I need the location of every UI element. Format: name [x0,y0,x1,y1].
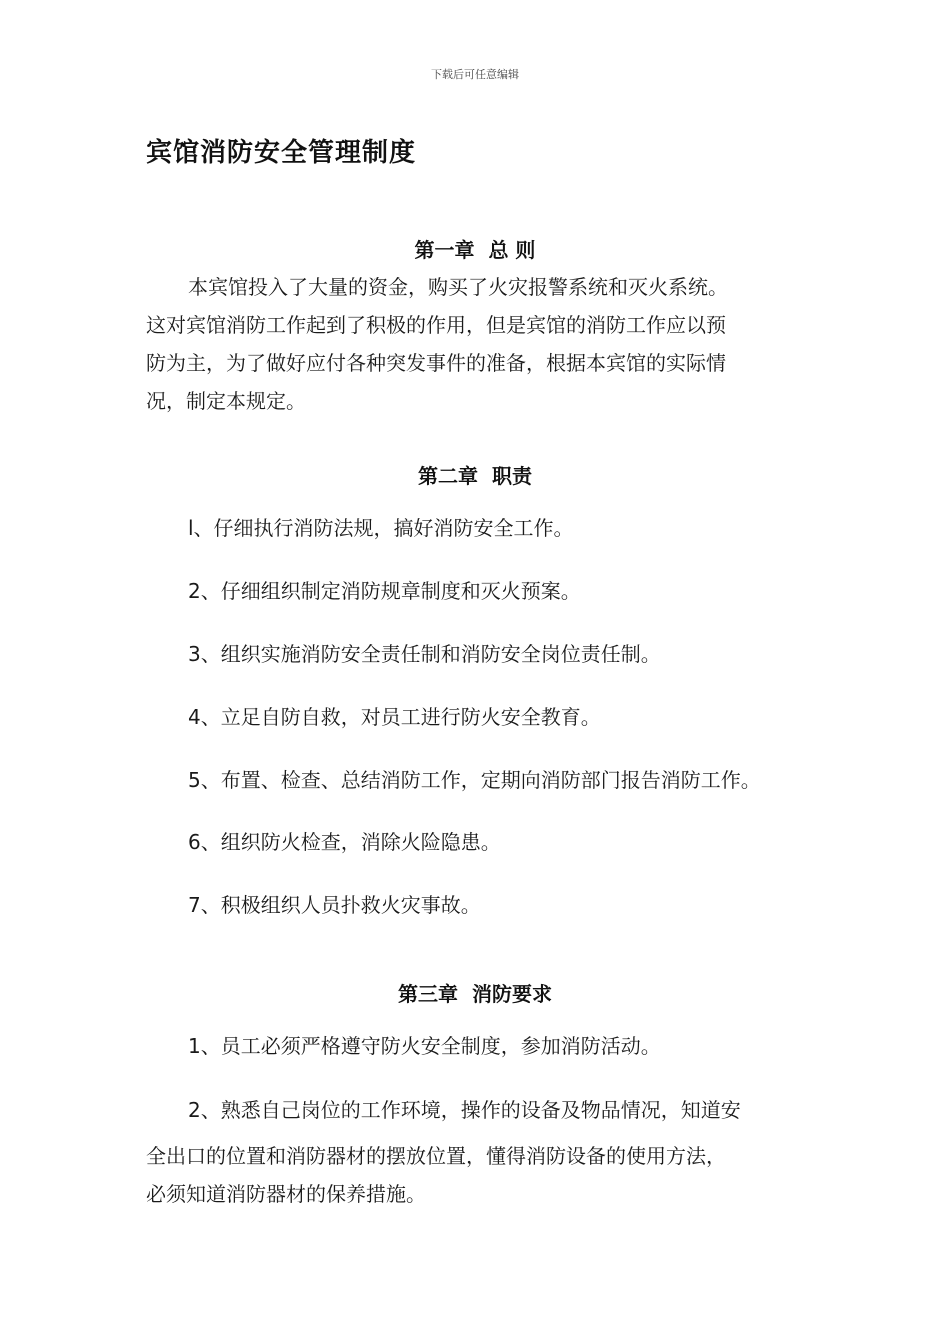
chapter-3-heading: 第三章 消防要求 [398,982,552,1006]
paragraph-line: 全出口的位置和消防器材的摆放位置，懂得消防设备的使用方法， [146,1144,726,1168]
chapter-1-heading: 第一章 总 则 [414,238,536,262]
chapter-1-paragraph [146,268,826,420]
requirement-item-2: 2、熟悉自己岗位的工作环境，操作的设备及物品情况，知道安 [188,1098,741,1122]
paragraph-line: 必须知道消防器材的保养措施。 [146,1182,426,1206]
paragraph-line: 防为主，为了做好应付各种突发事件的准备，根据本宾馆的实际情 [146,351,726,375]
duty-item-4: 4、立足自防自救，对员工进行防火安全教育。 [188,705,601,729]
paragraph-line: 这对宾馆消防工作起到了积极的作用，但是宾馆的消防工作应以预 [146,313,726,337]
duty-item-5: 5、布置、检查、总结消防工作，定期向消防部门报告消防工作。 [188,768,761,792]
duty-item-6: 6、组织防火检查，消除火险隐患。 [188,830,501,854]
duty-item-2: 2、仔细组织制定消防规章制度和灭火预案。 [188,579,581,603]
duty-item-7: 7、积极组织人员扑救火灾事故。 [188,893,481,917]
paragraph-line: 况，制定本规定。 [146,389,306,413]
header-note: 下载后可任意编辑 [431,68,519,81]
requirement-item-2-continuation [146,1137,826,1213]
requirement-item-1: 1、员工必须严格遵守防火安全制度，参加消防活动。 [188,1034,661,1058]
chapter-2-heading: 第二章 职责 [418,464,532,488]
duty-item-1: l、仔细执行消防法规，搞好消防安全工作。 [188,516,574,540]
paragraph-line: 本宾馆投入了大量的资金，购买了火灾报警系统和灭火系统。 [188,275,728,299]
document-title: 宾馆消防安全管理制度 [146,138,417,168]
duty-item-3: 3、组织实施消防安全责任制和消防安全岗位责任制。 [188,642,661,666]
